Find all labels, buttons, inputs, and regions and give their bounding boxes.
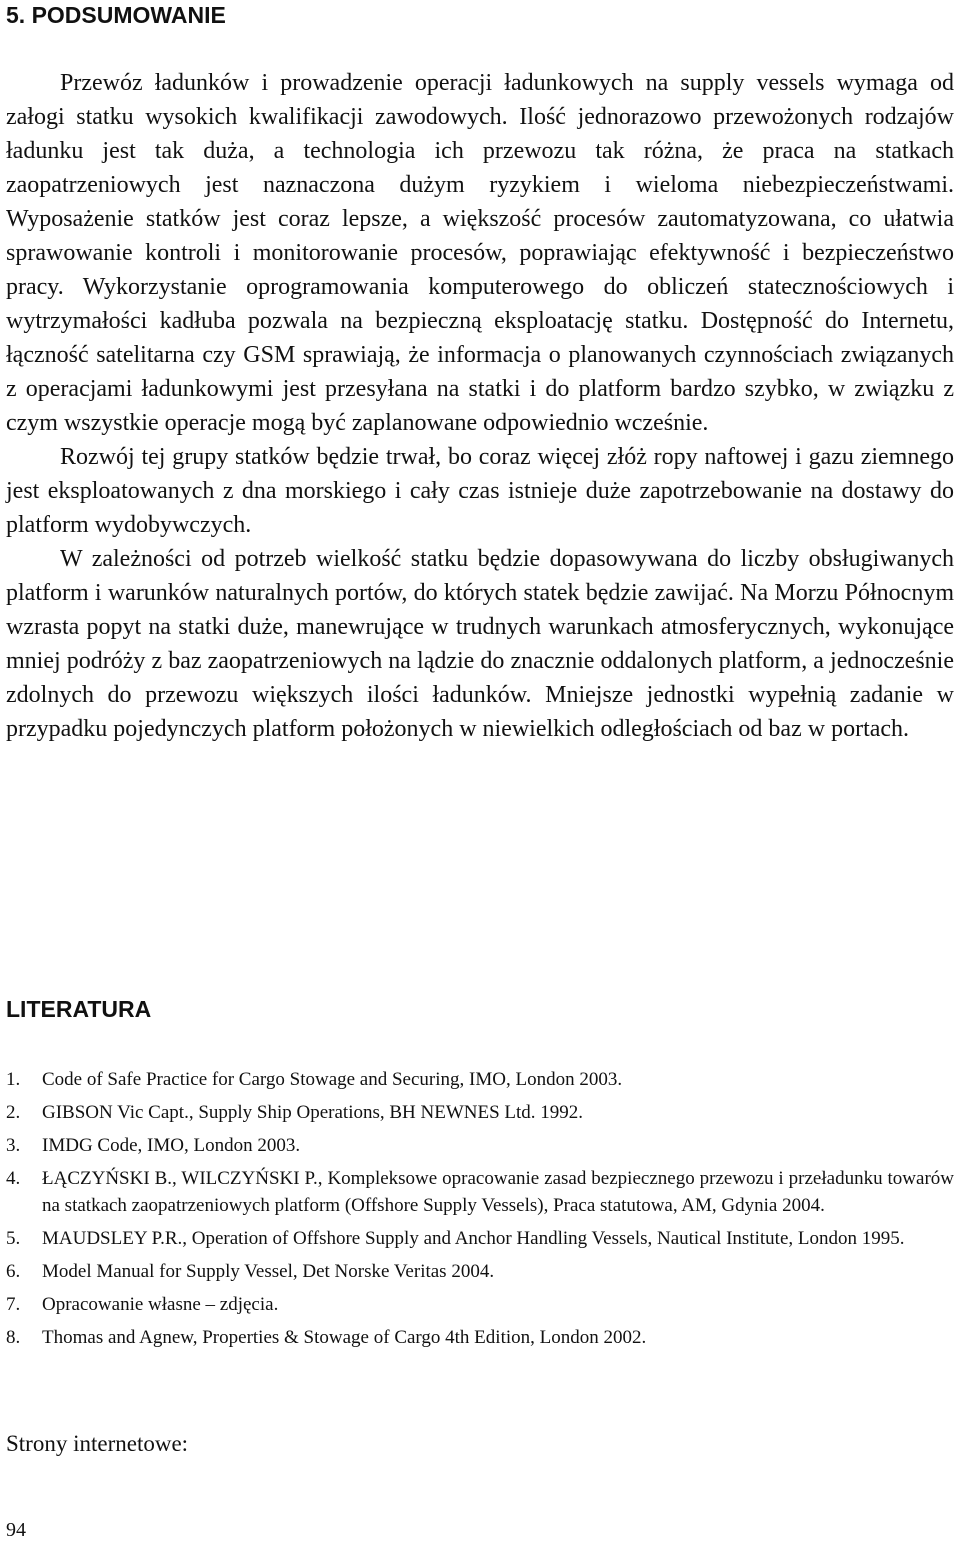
reference-number: 8. — [6, 1327, 21, 1348]
summary-paragraph-3: W zależności od potrzeb wielkość statku będzie dopasowywana do liczby obsługiwanych platform i warunków naturalnych portów, do których statek będzie zawijać. Na Morzu Północnym wzrasta popyt na statki duże, manewrujące w trudnych warunkach atmosferycznych, wykonujące mniej podróży z baz zaopatrzeniowych na lądzie do znacznie oddalonych platform, a jednocześnie zdolnych do przewozu większych ilości ładunków. Mniejsze jednostki wypełnią zadanie w przypadku pojedynczych platform położonych w niewielkich odległościach od baz w portach. — [6, 546, 954, 742]
reference-text: Model Manual for Supply Vessel, Det Norske Veritas 2004. — [42, 1261, 495, 1282]
websites-heading: Strony internetowe: — [6, 1431, 189, 1456]
reference-item — [6, 1225, 954, 1252]
reference-number: 6. — [6, 1261, 21, 1282]
reference-item — [6, 1099, 954, 1126]
reference-text: Thomas and Agnew, Properties & Stowage of Cargo 4th Edition, London 2002. — [42, 1327, 647, 1348]
reference-item — [6, 1066, 954, 1093]
page-number: 94 — [6, 1519, 26, 1541]
summary-paragraph-1: Przewóz ładunków i prowadzenie operacji ładunkowych na supply vessels wymaga od załogi statku wysokich kwalifikacji zawodowych. Ilość jednorazowo przewożonych rodzajów ładunku jest tak duża, a technologia ich przewozu tak różna, że praca na statkach zaopatrzeniowych jest naznaczona dużym ryzykiem i wieloma niebezpieczeństwami. Wyposażenie statków jest coraz lepsze, a większość procesów zautomatyzowana, co ułatwia sprawowanie kontroli i monitorowanie procesów, poprawiając efektywność i bezpieczeństwo pracy. Wykorzystanie oprogramowania komputerowego do obliczeń statecznościowych i wytrzymałości kadłuba pozwala na bezpieczną eksploatację statku. Dostępność do Internetu, łączność satelitarna czy GSM sprawiają, że informacja o planowanych czynnościach związanych z operacjami ładunkowymi jest przesyłana na statki i do platform bardzo szybko, w związku z czym wszystkie operacje mogą być zaplanowane odpowiednio wcześnie. — [6, 70, 954, 436]
summary-body — [6, 66, 954, 746]
reference-text: Code of Safe Practice for Cargo Stowage and Securing, IMO, London 2003. — [42, 1069, 623, 1090]
reference-text: IMDG Code, IMO, London 2003. — [42, 1135, 301, 1156]
reference-list — [6, 1066, 954, 1357]
reference-item — [6, 1258, 954, 1285]
reference-text: GIBSON Vic Capt., Supply Ship Operations, BH NEWNES Ltd. 1992. — [42, 1102, 584, 1123]
reference-item — [6, 1291, 954, 1318]
reference-number: 7. — [6, 1294, 21, 1315]
reference-number: 2. — [6, 1102, 21, 1123]
reference-number: 1. — [6, 1069, 21, 1090]
summary-paragraph-2: Rozwój tej grupy statków będzie trwał, bo coraz więcej złóż ropy naftowej i gazu ziemnego jest eksploatowanych z dna morskiego i cały czas istnieje duże zapotrzebowanie na dostawy do platform wydobywczych. — [6, 444, 954, 538]
reference-text: Opracowanie własne – zdjęcia. — [42, 1294, 279, 1315]
section-title: 5. PODSUMOWANIE — [6, 2, 226, 28]
reference-item — [6, 1132, 954, 1159]
reference-item — [6, 1324, 954, 1351]
reference-item — [6, 1165, 954, 1219]
reference-text: ŁĄCZYŃSKI B., WILCZYŃSKI P., Kompleksowe opracowanie zasad bezpiecznego przewozu i przeładunku towarów na statkach zaopatrzeniowych platform (Offshore Supply Vessels), Praca statutowa, AM, Gdynia 2004. — [42, 1168, 954, 1216]
reference-number: 5. — [6, 1228, 21, 1249]
literatura-heading: LITERATURA — [6, 996, 152, 1022]
reference-text: MAUDSLEY P.R., Operation of Offshore Supply and Anchor Handling Vessels, Nautical Institute, London 1995. — [42, 1228, 905, 1249]
reference-number: 4. — [6, 1168, 21, 1189]
reference-number: 3. — [6, 1135, 21, 1156]
